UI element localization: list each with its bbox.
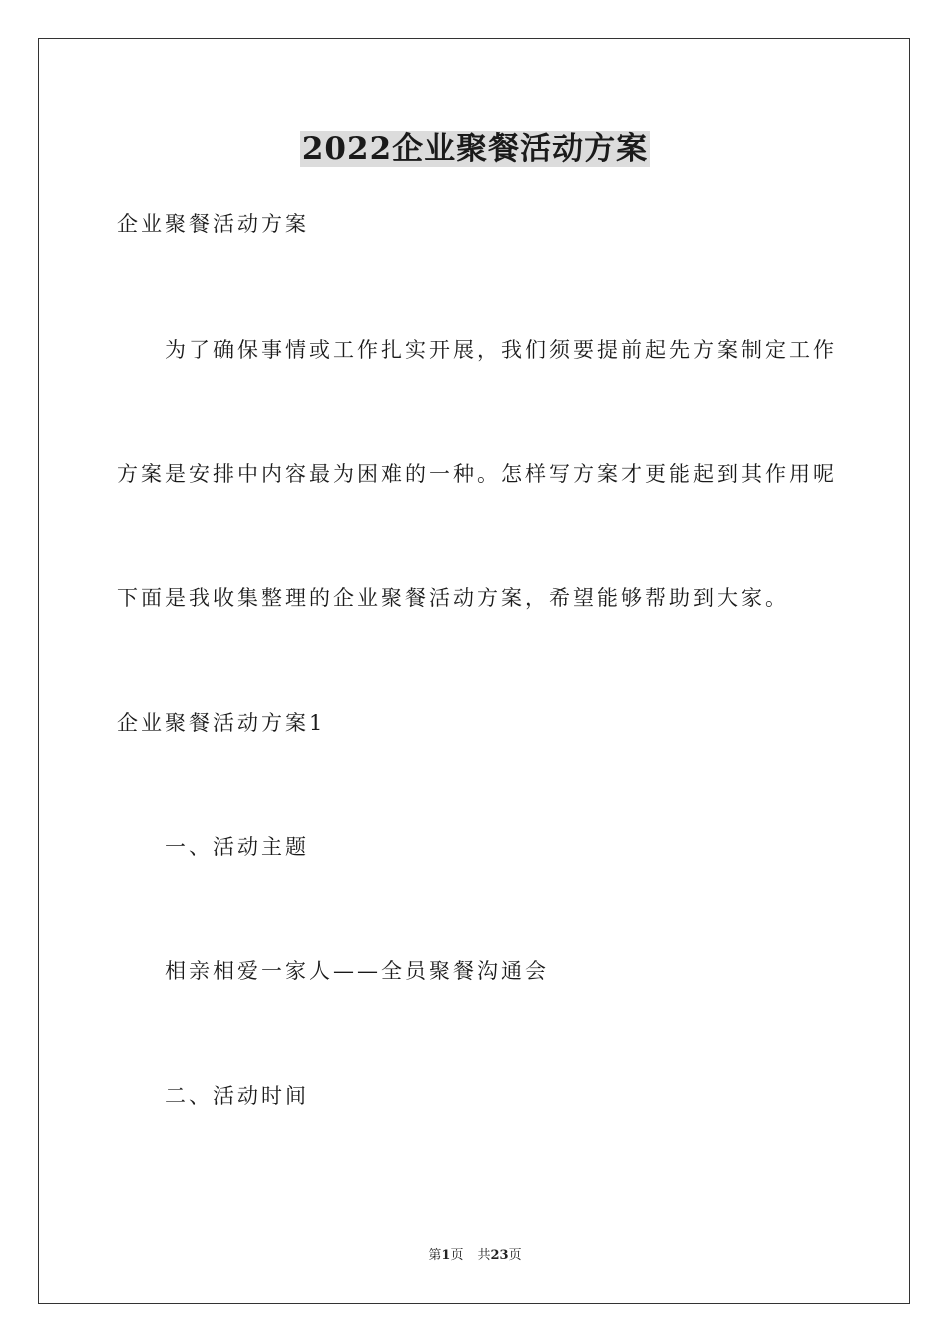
document-title bbox=[0, 129, 950, 169]
paragraph-line-3: 下面是我收集整理的企业聚餐活动方案，希望能够帮助到大家。 bbox=[117, 586, 789, 610]
footer-total-pages: 23 bbox=[490, 1248, 509, 1263]
footer-page-suffix: 页 bbox=[450, 1248, 464, 1263]
doc-heading-line: 企业聚餐活动方案 bbox=[117, 212, 309, 236]
footer-page-number: 1 bbox=[441, 1248, 451, 1263]
document-title-text: 2022企业聚餐活动方案 bbox=[301, 131, 649, 167]
footer-total-prefix: 共 bbox=[477, 1248, 491, 1263]
page-footer bbox=[0, 1247, 950, 1265]
paragraph-line-2: 方案是安排中内容最为困难的一种。怎样写方案才更能起到其作用呢 bbox=[117, 462, 837, 486]
subheading-time: 二、活动时间 bbox=[165, 1084, 309, 1108]
section-heading-plan-1: 企业聚餐活动方案1 bbox=[117, 711, 326, 735]
subheading-theme: 一、活动主题 bbox=[165, 835, 309, 859]
footer-total-suffix: 页 bbox=[508, 1248, 522, 1263]
paragraph-line-1: 为了确保事情或工作扎实开展，我们须要提前起先方案制定工作 bbox=[165, 338, 837, 362]
theme-text: 相亲相爱一家人——全员聚餐沟通会 bbox=[165, 959, 549, 983]
footer-page-prefix: 第 bbox=[428, 1248, 442, 1263]
